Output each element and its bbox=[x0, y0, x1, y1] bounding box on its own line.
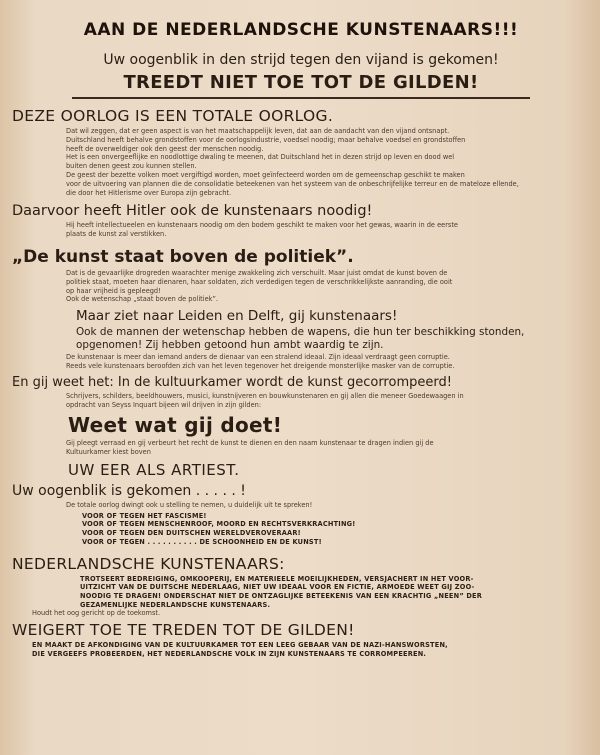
title-rule bbox=[72, 97, 530, 99]
body-line: Duitschland heeft behalve grondstoffen voor de oorlogsindustrie, voedsel noodig; maar behalve voedsel en grondstoffen bbox=[66, 135, 466, 144]
body-line: DIE VERGEEFS PROBEERDEN, HET NEDERLANDSCHE VOLK IN ZIJN KUNSTENAARS TE CORROMPEEREN. bbox=[32, 649, 427, 658]
list-item: VOOR OF TEGEN . . . . . . . . . . DE SCHOONHEID EN DE KUNST! bbox=[82, 537, 322, 546]
section-heading-weet-wat-gij-doet: Weet wat gij doet! bbox=[68, 413, 283, 438]
body-line: Reeds vele kunstenaars beroofden zich van het leven tegenover het dreigende monsterlijke masker van de corruptie. bbox=[66, 361, 455, 370]
section-heading-uw-oogenblik: Uw oogenblik is gekomen . . . . . ! bbox=[12, 482, 246, 499]
page-title: AAN DE NEDERLANDSCHE KUNSTENAARS!!! bbox=[83, 20, 519, 40]
section-body-uw-oogenblik bbox=[66, 501, 590, 510]
section-body-nederlandsche-kunstenaars bbox=[80, 575, 590, 610]
eer-als-artiest: UW EER ALS ARTIEST. bbox=[68, 460, 240, 479]
toekomst-note: Houdt het oog gericht op de toekomst. bbox=[32, 609, 161, 618]
body-line: GEZAMENLIJKE NEDERLANDSCHE KUNSTENAARS. bbox=[80, 600, 271, 609]
body-line: Gij pleegt verraad en gij verbeurt het recht de kunst te dienen en den naam kunstenaar te dragen indien gij de bbox=[66, 439, 434, 448]
body-line: voor de uitvoering van plannen die de consolidatie beteekenen van het systeem van de onbeschrijfelijke terreur en de mateloze ellende, bbox=[66, 179, 519, 188]
body-line: die door het Hitlerisme over Europa zijn gebracht. bbox=[66, 188, 232, 197]
section-note-corruptie bbox=[66, 353, 590, 371]
section-body-leiden-delft bbox=[76, 326, 590, 351]
body-line: NOODIG TE DRAGEN! ONDERSCHAT NIET DE ONTZAGLIJKE BETEEKENIS VAN EEN KRACHTIG „NEEN” DER bbox=[80, 591, 483, 600]
body-line: De kunstenaar is meer dan iemand anders de dienaar van een stralend ideaal. Zijn ideaal verdraagt geen corruptie. bbox=[66, 353, 450, 362]
section-body-kunst-politiek bbox=[66, 269, 590, 304]
list-item: VOOR OF TEGEN MENSCHENROOF, MOORD EN RECHTSVERKRACHTING! bbox=[82, 520, 356, 529]
body-line: politiek staat, moeten haar dienaren, haar soldaten, zich verdedigen tegen de verschrikkelijkste aanranding, die ooit bbox=[66, 277, 453, 286]
section-heading-kunst-politiek: „De kunst staat boven de politiek”. bbox=[12, 246, 354, 267]
body-line: De totale oorlog dwingt ook u stelling te nemen, u duidelijk uit te spreken! bbox=[66, 500, 313, 509]
body-line: Dat wil zeggen, dat er geen aspect is van het maatschappelijk leven, dat aan de aandacht van den vijand ontsnapt. bbox=[66, 127, 450, 135]
list-item: VOOR OF TEGEN HET FASCISME! bbox=[82, 511, 207, 520]
section-heading-kultuurkamer: En gij weet het: In de kultuurkamer wordt de kunst gecorrompeerd! bbox=[12, 374, 452, 390]
section-heading-nederlandsche-kunstenaars: NEDERLANDSCHE KUNSTENAARS: bbox=[12, 554, 285, 573]
section-heading-weigert: WEIGERT TOE TE TREDEN TOT DE GILDEN! bbox=[12, 621, 355, 640]
body-line: Kultuurkamer kiest boven bbox=[66, 448, 151, 457]
call-heading: TREEDT NIET TOE TOT DE GILDEN! bbox=[123, 72, 479, 93]
section-heading-leiden-delft: Maar ziet naar Leiden en Delft, gij kunstenaars! bbox=[76, 308, 398, 325]
section-body-totale-oorlog bbox=[66, 127, 590, 197]
body-line: De geest der bezette volken moet vergiftigd worden, moet geïnfecteerd worden om de gemeenschap geschikt te maken bbox=[66, 170, 465, 179]
body-line: Schrijvers, schilders, beeldhouwers, musici, kunstnijveren en bouwkunstenaren en gij allen die meneer Goedewaagen in bbox=[66, 391, 464, 400]
body-line: Hij heeft intellectueelen en kunstenaars noodig om den bodem geschikt te maken voor het gewas, waarin in de eerste bbox=[66, 221, 458, 230]
body-line: opdracht van Seyss Inquart bijeen wil drijven in zijn gilden: bbox=[66, 400, 262, 409]
section-body-hitler bbox=[66, 221, 590, 239]
body-line: EN MAAKT DE AFKONDIGING VAN DE KULTUURKAMER TOT EEN LEEG GEBAAR VAN DE NAZI-HANSWORSTEN, bbox=[32, 641, 448, 650]
voor-of-tegen-list bbox=[82, 512, 590, 547]
list-item: VOOR OF TEGEN DEN DUITSCHEN WERELDVEROVERAAR! bbox=[82, 529, 301, 538]
body-line: heeft de overweldiger ook den geest der menschen noodig. bbox=[66, 144, 264, 153]
section-body-kultuurkamer bbox=[66, 392, 590, 410]
section-heading-totale-oorlog: DEZE OORLOG IS EEN TOTALE OORLOG. bbox=[12, 107, 334, 125]
body-line: TROTSEERT BEDREIGING, OMKOOPERIJ, EN MATERIEELE MOEILIJKHEDEN, VERSJACHERT IN HET VOOR- bbox=[80, 574, 474, 583]
body-line: Dat is de gevaarlijke drogreden waarachter menige zwakkeling zich verschuilt. Maar juist omdat de kunst boven de bbox=[66, 268, 448, 277]
body-line: buiten denen geest zou kunnen stellen. bbox=[66, 162, 197, 171]
body-line: plaats de kunst zal verstikken. bbox=[66, 230, 167, 239]
body-line: UITZICHT VAN DE DUITSCHE NEDERLAAG, NIET UW IDEAAL VOOR EN FICTIE, ARMOEDE WEET GIJ ZOO- bbox=[80, 583, 475, 592]
body-line: Ook de mannen der wetenschap hebben de wapens, die hun ter beschikking stonden, bbox=[76, 326, 525, 339]
body-line: Het is een onvergeeflijke en noodlottige dwaling te meenen, dat Duitschland het in dezen strijd op leven en dood wel bbox=[66, 153, 455, 162]
page-subtitle: Uw oogenblik in den strijd tegen den vijand is gekomen! bbox=[103, 52, 499, 68]
section-heading-hitler: Daarvoor heeft Hitler ook de kunstenaars noodig! bbox=[12, 203, 373, 220]
section-body-weet-wat-gij-doet bbox=[66, 439, 590, 457]
body-line: op haar vrijheid is gepleegd! bbox=[66, 286, 161, 295]
body-line: opgenomen! Zij hebben getoond hun ambt waardig te zijn. bbox=[76, 338, 384, 351]
body-line: Ook de wetenschap „staat boven de politiek”. bbox=[66, 295, 218, 304]
section-body-weigert bbox=[32, 641, 590, 658]
